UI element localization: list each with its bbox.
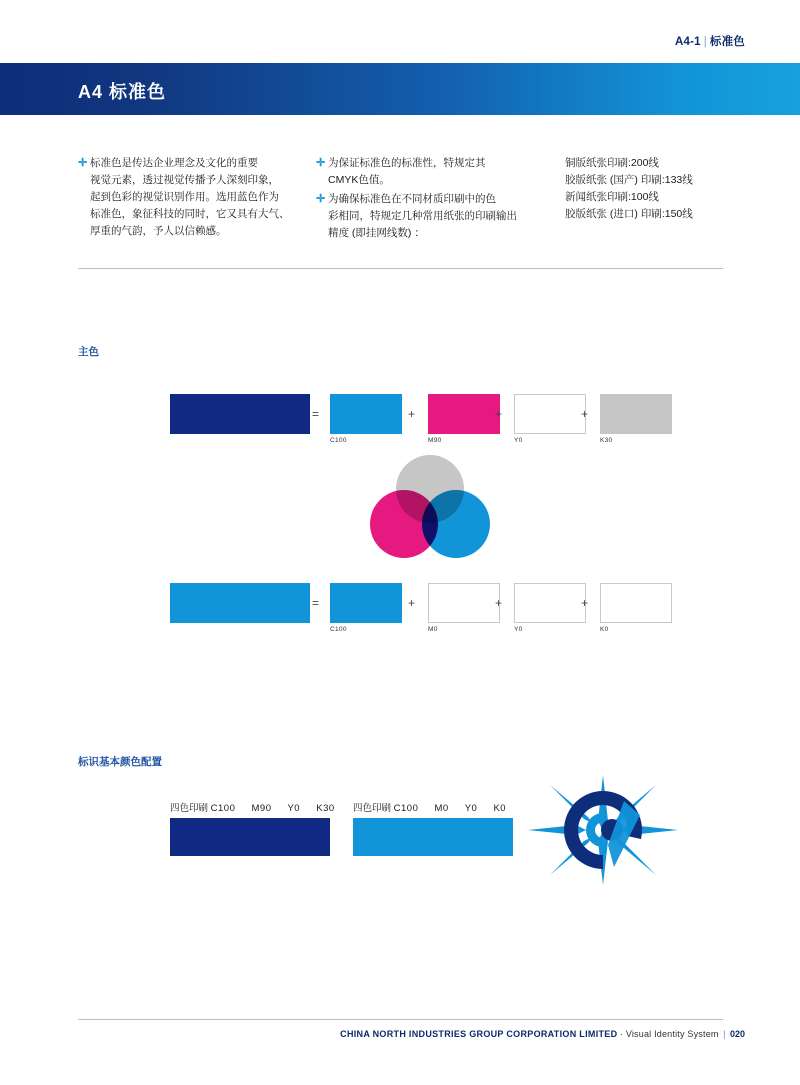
component-swatch-magenta [428,394,503,434]
intro-line: 厚重的气韵，予人以信赖感。 [90,225,227,237]
component-swatch-magenta [428,583,503,623]
component-swatch-yellow [514,583,589,623]
config-value: M90 [251,803,272,814]
component-label: C100 [330,437,347,444]
intro-column-1 [78,155,293,242]
component-swatch-black [600,583,672,623]
config-value: K0 [493,803,507,814]
component-swatch-black [600,394,672,434]
print-spec-line: 胶版纸张 (国产) 印刷:133线 [565,174,693,186]
intro-column-3 [565,155,765,223]
operator-plus: + [408,407,416,421]
print-spec-line: 铜版纸张印刷:200线 [565,157,659,169]
footer-page-number: 020 [729,1029,745,1039]
component-label: Y0 [514,626,523,633]
plus-icon: ✛ [316,157,326,169]
header-section-name: 标准色 [709,36,745,48]
intro-line: 为确保标准色在不同材质印刷中的色 [328,193,496,205]
logo-color-bar-light-blue [353,818,513,856]
formula-result-swatch [170,394,310,434]
component-label: M0 [428,626,438,633]
logo-color-config-1 [170,800,348,814]
config-value: K30 [316,803,335,814]
intro-text [78,155,723,250]
intro-paragraph [316,155,526,189]
plus-icon: ✛ [78,157,88,169]
operator-plus: + [408,596,416,610]
operator-plus: + [581,596,589,610]
plus-icon: ✛ [316,193,326,205]
header-section-code: A4-1 [674,36,701,48]
footer [340,1029,745,1039]
component-label: C100 [330,626,347,633]
intro-line: CMYK色值。 [328,174,390,186]
component-label: Y0 [514,437,523,444]
page-title: A4 标准色 [78,82,167,102]
intro-column-2 [316,155,526,244]
footer-system: · Visual Identity System [619,1029,719,1039]
norinco-group-logo-icon [528,775,678,885]
logo-color-bar-dark-blue [170,818,330,856]
divider-rule [78,268,723,269]
intro-line: 视觉元素，透过视觉传播予人深刻印象， [90,174,279,186]
section-label-logo-colors: 标识基本颜色配置 [78,756,162,768]
footer-bar: | [723,1029,726,1039]
formula-result-swatch [170,583,310,623]
header-section-tag [675,33,745,49]
config-value: M0 [434,803,449,814]
cmyk-venn-diagram [370,455,490,560]
logo-color-config-2 [353,800,519,814]
header-separator: | [703,36,707,48]
intro-line: 标准色，象征科技的同时，它又具有大气、 [90,208,290,220]
venn-circle-cyan [422,490,490,558]
config-prefix: 四色印刷 [170,803,209,814]
title-band [0,63,800,115]
operator-plus: + [495,407,503,421]
intro-line: 标准色是传达企业理念及文化的重要 [90,157,258,169]
component-label: M90 [428,437,442,444]
print-spec-line: 胶版纸张 (进口) 印刷:150线 [565,208,693,220]
config-value: C100 [393,803,419,814]
component-label: K0 [600,626,609,633]
intro-paragraph [78,155,293,240]
print-spec-line: 新闻纸张印刷:100线 [565,191,659,203]
footer-divider [78,1019,723,1020]
operator-plus: + [495,596,503,610]
component-label: K30 [600,437,613,444]
footer-company: CHINA NORTH INDUSTRIES GROUP CORPORATION LIMITED [340,1029,618,1039]
operator-equals: = [312,596,320,610]
component-swatch-cyan [330,394,402,434]
section-label-main-color: 主色 [78,346,99,358]
intro-line: 精度 (即挂网线数) ： [328,227,425,239]
operator-equals: = [312,407,320,421]
config-value: Y0 [464,803,478,814]
intro-paragraph [316,191,526,242]
config-value: C100 [210,803,236,814]
component-swatch-yellow [514,394,589,434]
intro-line: 起到色彩的视觉识别作用。选用蓝色作为 [90,191,279,203]
operator-plus: + [581,407,589,421]
config-value: Y0 [287,803,301,814]
intro-line: 彩相同，特规定几种常用纸张的印刷输出 [328,210,517,222]
config-prefix: 四色印刷 [353,803,392,814]
intro-line: 为保证标准色的标准性，特规定其 [328,157,486,169]
component-swatch-cyan [330,583,402,623]
